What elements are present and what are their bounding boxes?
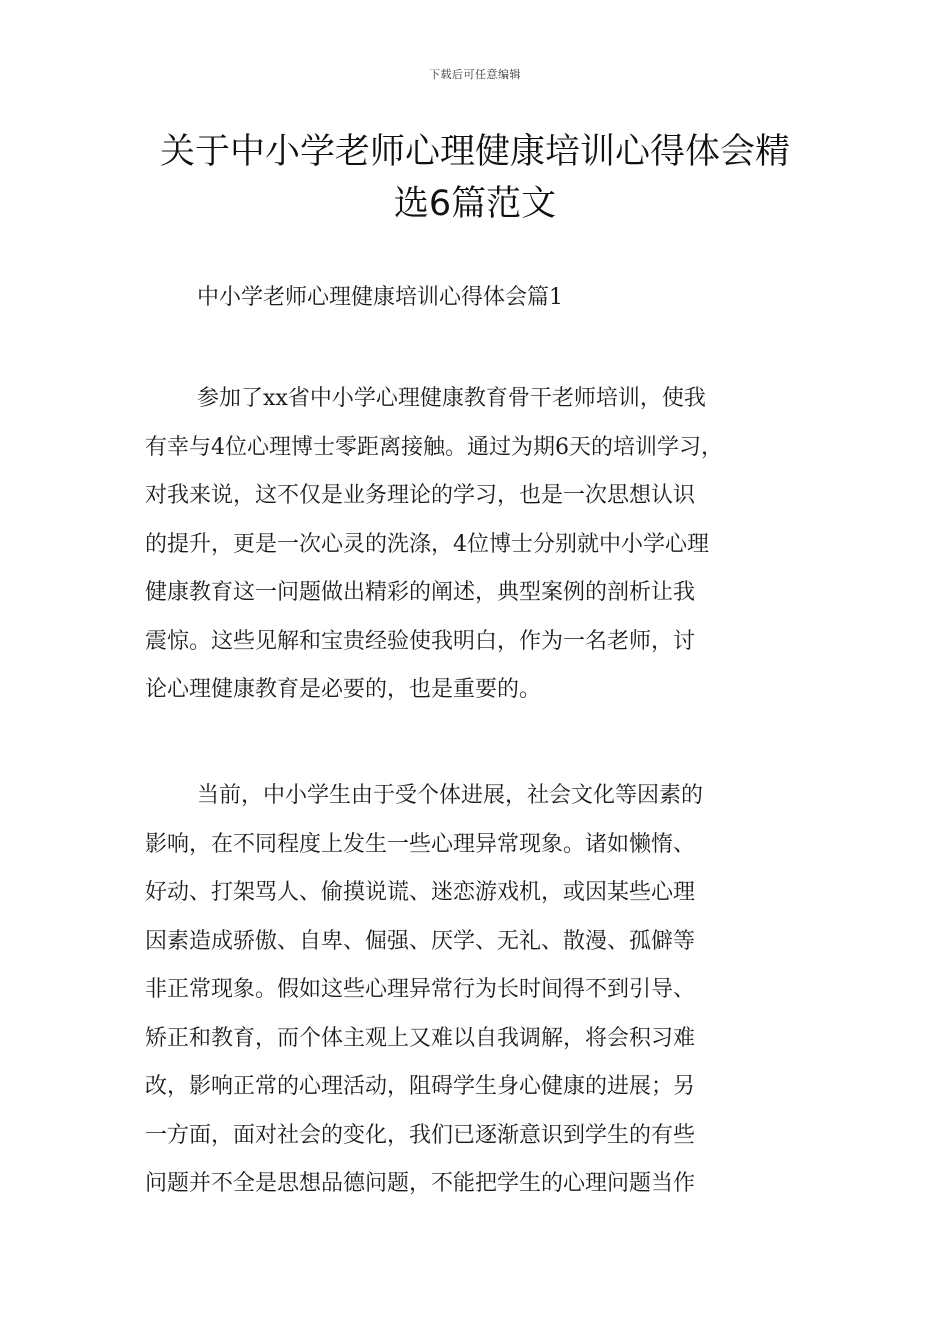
paragraph — [145, 772, 815, 1209]
paragraph-line: 震惊。这些见解和宝贵经验使我明白，作为一名老师，讨 — [145, 628, 696, 654]
paragraph-line: 影响，在不同程度上发生一些心理异常现象。诸如懒惰、 — [145, 831, 696, 857]
paragraph-line: 对我来说，这不仅是业务理论的学习，也是一次思想认识 — [145, 483, 696, 508]
paragraph-line: 矫正和教育，而个体主观上又难以自我调解，将会积习难 — [145, 1025, 696, 1051]
paragraph-line: 健康教育这一问题做出精彩的阐述，典型案例的剖析让我 — [145, 580, 696, 605]
paragraph — [145, 375, 815, 715]
section-heading: 中小学老师心理健康培训心得体会篇1 — [197, 285, 563, 310]
paragraph-line: 改，影响正常的心理活动，阻碍学生身心健康的进展；另 — [145, 1074, 696, 1099]
paragraph-line: 参加了xx省中小学心理健康教育骨干老师培训，使我 — [197, 386, 706, 411]
paragraph-line: 一方面，面对社会的变化，我们已逐渐意识到学生的有些 — [145, 1122, 696, 1148]
header-note: 下载后可任意编辑 — [429, 68, 521, 81]
paragraph-line: 问题并不全是思想品德问题，不能把学生的心理问题当作 — [145, 1171, 696, 1196]
title-line: 选6篇范文 — [393, 184, 557, 224]
paragraph-line: 好动、打架骂人、偷摸说谎、迷恋游戏机，或因某些心理 — [145, 880, 696, 905]
paragraph-line: 论心理健康教育是必要的，也是重要的。 — [145, 677, 542, 702]
paragraph-line: 的提升，更是一次心灵的洗涤，4位博士分别就中小学心理 — [145, 531, 709, 557]
paragraph-line: 非正常现象。假如这些心理异常行为长时间得不到引导、 — [145, 977, 696, 1002]
paragraph-line: 因素造成骄傲、自卑、倔强、厌学、无礼、散漫、孤僻等 — [145, 928, 696, 954]
paragraph-line: 有幸与4位心理博士零距离接触。通过为期6天的培训学习， — [145, 434, 723, 460]
title-line: 关于中小学老师心理健康培训心得体会精 — [159, 132, 790, 172]
paragraph-line: 当前，中小学生由于受个体进展，社会文化等因素的 — [197, 783, 704, 808]
document-title — [140, 126, 810, 230]
